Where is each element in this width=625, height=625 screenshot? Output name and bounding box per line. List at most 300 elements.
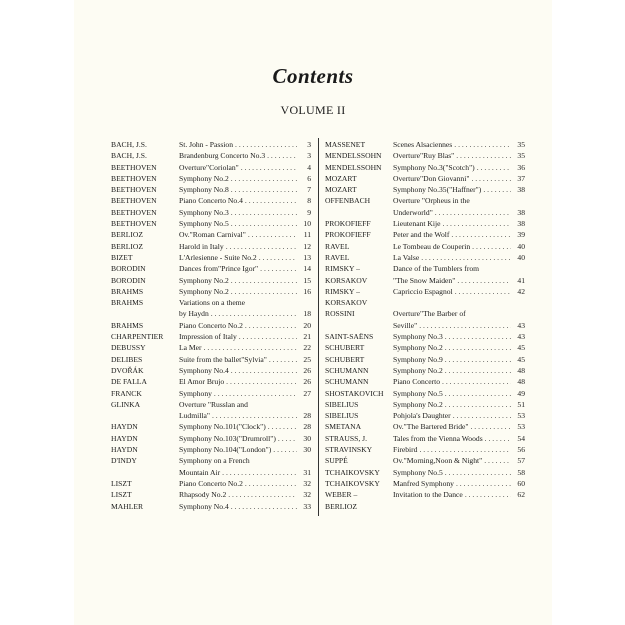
work-title	[393, 489, 525, 512]
dot-leader	[445, 365, 511, 376]
dot-leader	[211, 308, 297, 319]
work-line	[393, 433, 525, 444]
dot-leader	[231, 184, 297, 195]
composer-name	[325, 399, 393, 410]
work-line	[393, 354, 525, 365]
dot-leader	[435, 207, 511, 218]
contents-entry	[111, 342, 311, 353]
contents-entry	[325, 421, 525, 432]
page-number: 45	[517, 354, 525, 364]
work-line	[179, 263, 311, 274]
composer-line: BEETHOVEN	[111, 173, 157, 183]
composer-line: DVOŘÁK	[111, 365, 144, 375]
work-title	[179, 320, 311, 331]
work-text: La Valse	[393, 252, 420, 262]
composer-line: HAYDN	[111, 422, 138, 432]
contents-entry	[111, 286, 311, 297]
work-text: Ov."The Bartered Bride"	[393, 422, 469, 432]
dot-leader	[445, 388, 511, 399]
work-line	[179, 376, 311, 387]
composer-line: D'INDY	[111, 456, 137, 466]
work-text: Tales from the Vienna Woods	[393, 433, 483, 443]
volume-heading: VOLUME II	[280, 103, 346, 117]
work-text: Symphony No.9	[393, 354, 443, 364]
work-text: Scenes Alsaciennes	[393, 140, 453, 149]
composer-line: FRANCK	[111, 388, 142, 398]
contents-entry	[111, 354, 311, 365]
composer-name	[111, 444, 179, 455]
work-text: Brandenburg Concerto No.3	[179, 151, 266, 161]
contents-entry	[111, 263, 311, 274]
composer-line: BERLIOZ	[111, 241, 144, 251]
composer-line: BEETHOVEN	[111, 219, 157, 229]
composer-name	[325, 286, 393, 309]
contents-entry	[111, 421, 311, 432]
composer-line: BORODIN	[111, 264, 146, 274]
composer-line: PROKOFIEFF	[325, 219, 371, 229]
contents-entry	[325, 252, 525, 263]
dot-leader	[245, 320, 297, 331]
contents-entry	[111, 229, 311, 240]
page-number: 58	[517, 467, 525, 477]
composer-line: MASSENET	[325, 140, 366, 149]
page-number: 38	[517, 219, 525, 229]
work-text: Mountain Air	[179, 467, 221, 477]
contents-entry	[325, 467, 525, 478]
work-line	[393, 263, 525, 274]
contents-entry	[325, 150, 525, 161]
page-number: 15	[303, 275, 311, 285]
work-title	[179, 162, 311, 173]
work-title	[179, 297, 311, 320]
work-title	[393, 184, 525, 195]
contents-entry	[325, 388, 525, 399]
work-title	[393, 150, 525, 161]
composer-line: PROKOFIEFF	[325, 230, 371, 240]
composer-line: SCHUMANN	[325, 365, 369, 375]
work-text: Overture "Orpheus in the	[393, 196, 470, 206]
contents-entry	[325, 410, 525, 421]
composer-name	[325, 455, 393, 466]
composer-name	[111, 376, 179, 387]
contents-entry	[111, 173, 311, 184]
contents-entry	[111, 365, 311, 376]
work-title	[393, 433, 525, 444]
composer-name	[325, 331, 393, 342]
work-title	[393, 365, 525, 376]
page-number: 51	[517, 399, 525, 409]
dot-leader	[471, 173, 511, 184]
composer-line: SCHUMANN	[325, 377, 369, 387]
work-title	[179, 173, 311, 184]
page-number: 22	[303, 343, 311, 353]
page-title: Contents	[272, 64, 354, 88]
work-line	[393, 252, 525, 263]
composer-line: BACH, J.S.	[111, 151, 147, 161]
work-line	[393, 444, 525, 455]
dot-leader	[245, 195, 297, 206]
dot-leader	[268, 421, 297, 432]
contents-entry	[111, 433, 311, 444]
dot-leader	[445, 467, 511, 478]
work-line	[393, 376, 525, 387]
work-title	[179, 331, 311, 342]
work-text: Symphony No.3	[179, 207, 229, 217]
dot-leader	[455, 286, 511, 297]
page-number: 6	[307, 173, 311, 183]
work-text: Symphony No.5	[393, 467, 443, 477]
dot-leader	[231, 173, 297, 184]
dot-leader	[465, 489, 511, 500]
contents-entry	[325, 308, 525, 331]
dot-leader	[445, 399, 511, 410]
composer-name	[325, 388, 393, 399]
work-title	[179, 376, 311, 387]
work-line	[393, 218, 525, 229]
work-line	[393, 399, 525, 410]
page-number: 40	[517, 241, 525, 251]
page-number: 21	[303, 332, 311, 342]
contents-entry	[325, 218, 525, 229]
work-title	[179, 354, 311, 365]
work-line	[393, 421, 525, 432]
page-number: 57	[517, 456, 525, 466]
composer-line: RAVEL	[325, 252, 350, 262]
work-text: Symphony No.2	[393, 343, 443, 353]
contents-entry	[325, 184, 525, 195]
dot-leader	[419, 320, 511, 331]
work-title	[179, 207, 311, 218]
work-title	[179, 501, 311, 512]
composer-line: MENDELSSOHN	[325, 162, 382, 172]
contents-entry	[111, 478, 311, 489]
dot-leader	[471, 421, 512, 432]
composer-name	[111, 388, 179, 399]
page-number: 32	[303, 478, 311, 488]
work-text: Symphony No.3("Scotch")	[393, 162, 475, 172]
composer-name	[325, 489, 393, 512]
dot-leader	[456, 478, 511, 489]
dot-leader	[214, 388, 297, 399]
work-line	[179, 241, 311, 252]
work-title	[393, 467, 525, 478]
page-number: 49	[517, 388, 525, 398]
composer-name	[111, 478, 179, 489]
work-text: Piano Concerto	[393, 377, 441, 387]
work-text: Piano Concerto No.2	[179, 320, 243, 330]
work-title	[393, 218, 525, 229]
composer-name	[111, 320, 179, 331]
contents-entry	[111, 399, 311, 422]
contents-entry	[325, 263, 525, 286]
dot-leader	[456, 150, 511, 161]
composer-line: BORODIN	[111, 275, 146, 285]
composer-name	[111, 207, 179, 218]
work-text: Symphony No.2	[179, 286, 229, 296]
dot-leader	[239, 331, 297, 342]
page-number: 9	[307, 207, 311, 217]
work-title	[393, 478, 525, 489]
composer-name	[111, 331, 179, 342]
contents-entry	[111, 376, 311, 387]
composer-name	[111, 297, 179, 320]
work-text: Overture"Ruy Blas"	[393, 151, 455, 161]
work-title	[179, 229, 311, 240]
work-line	[393, 388, 525, 399]
contents-entry	[111, 252, 311, 263]
work-text: Symphony No.2	[179, 275, 229, 285]
work-title	[393, 252, 525, 263]
work-line	[179, 139, 311, 150]
dot-leader	[278, 433, 297, 444]
work-line	[179, 207, 311, 218]
dot-leader	[228, 489, 297, 500]
contents-entry	[111, 241, 311, 252]
composer-name	[325, 308, 393, 331]
dot-leader	[273, 444, 297, 455]
composer-name	[111, 173, 179, 184]
dot-leader	[419, 444, 511, 455]
work-title	[393, 421, 525, 432]
composer-name	[111, 421, 179, 432]
work-line	[179, 489, 311, 500]
work-text: Symphony No.2	[393, 399, 443, 409]
work-title	[179, 433, 311, 444]
dot-leader	[445, 354, 511, 365]
work-title	[179, 275, 311, 286]
work-title	[179, 478, 311, 489]
work-line	[179, 275, 311, 286]
work-line	[179, 252, 311, 263]
page-number: 3	[307, 140, 311, 149]
page-number: 26	[303, 365, 311, 375]
work-text: Impression of Italy	[179, 332, 237, 342]
composer-line: BIZET	[111, 252, 133, 262]
composer-name	[111, 241, 179, 252]
composer-name	[111, 263, 179, 274]
contents-entry	[111, 275, 311, 286]
composer-name	[325, 478, 393, 489]
work-title	[179, 263, 311, 274]
work-text: Ov."Roman Carnival"	[179, 230, 246, 240]
work-text: Symphony No.5	[179, 219, 229, 229]
page-number: 56	[517, 445, 525, 455]
composer-name	[111, 501, 179, 512]
work-line	[179, 467, 311, 478]
composer-name	[325, 342, 393, 353]
work-title	[393, 263, 525, 286]
work-title	[179, 444, 311, 455]
dot-leader	[477, 162, 511, 173]
work-text: Symphony No.104("London")	[179, 445, 272, 455]
work-title	[179, 342, 311, 353]
dot-leader	[442, 376, 511, 387]
column-divider	[318, 138, 319, 516]
work-text: Symphony No.3	[393, 332, 443, 342]
composer-name	[325, 365, 393, 376]
composer-line: SCHUBERT	[325, 354, 365, 364]
composer-name	[325, 218, 393, 229]
dot-leader	[451, 229, 511, 240]
composer-line: DEBUSSY	[111, 343, 146, 353]
dot-leader	[454, 139, 511, 150]
contents-entry	[325, 365, 525, 376]
work-text: Ludmilla"	[179, 411, 210, 421]
contents-entry	[111, 331, 311, 342]
work-line	[393, 162, 525, 173]
dot-leader	[260, 263, 297, 274]
work-title	[393, 195, 525, 218]
contents-entry	[325, 229, 525, 240]
work-title	[179, 455, 311, 478]
dot-leader	[472, 241, 511, 252]
composer-line: MAHLER	[111, 501, 144, 511]
page-number: 18	[303, 309, 311, 319]
composer-line: BEETHOVEN	[111, 162, 157, 172]
work-line	[179, 354, 311, 365]
page-number: 16	[303, 286, 311, 296]
page-number: 33	[303, 501, 311, 511]
composer-line: LISZT	[111, 478, 132, 488]
page-number: 27	[303, 388, 311, 398]
dot-leader	[485, 433, 511, 444]
page-number: 42	[517, 286, 525, 296]
work-title	[393, 455, 525, 466]
composer-name	[111, 184, 179, 195]
composer-name	[111, 162, 179, 173]
composer-line: TCHAIKOVSKY	[325, 467, 380, 477]
composer-line: SUPPÉ	[325, 456, 348, 466]
work-text: Pohjola's Daughter	[393, 411, 451, 421]
composer-name	[111, 399, 179, 422]
contents-entry	[325, 195, 525, 218]
composer-line: GLINKA	[111, 399, 141, 409]
page-number: 35	[517, 151, 525, 161]
page-number: 8	[307, 196, 311, 206]
work-text: Manfred Symphony	[393, 478, 454, 488]
contents-entry	[325, 376, 525, 387]
work-title	[393, 399, 525, 410]
composer-line: MOZART	[325, 185, 357, 195]
work-line	[393, 150, 525, 161]
work-text: Rhapsody No.2	[179, 490, 227, 500]
composer-line: CHARPENTIER	[111, 332, 164, 342]
page-number: 43	[517, 332, 525, 342]
composer-line: SHOSTAKOVICH	[325, 388, 384, 398]
composer-line: HAYDN	[111, 445, 138, 455]
composer-name	[325, 195, 393, 218]
dot-leader	[235, 139, 297, 150]
work-title	[179, 421, 311, 432]
composer-name	[325, 139, 393, 150]
dot-leader	[226, 376, 297, 387]
dot-leader	[259, 252, 297, 263]
page-number: 60	[517, 478, 525, 488]
work-text: Lieutenant Kije	[393, 219, 441, 229]
work-text: Dance of the Tumblers from	[393, 264, 480, 274]
contents-entry	[111, 455, 311, 478]
work-line	[393, 308, 525, 319]
page-number: 25	[303, 354, 311, 364]
work-text: Symphony No.5	[393, 388, 443, 398]
work-line	[179, 444, 311, 455]
dot-leader	[231, 501, 297, 512]
page-number: 28	[303, 411, 311, 421]
work-text: Symphony No.103("Drumroll")	[179, 433, 276, 443]
work-line	[179, 218, 311, 229]
contents-entry	[111, 162, 311, 173]
composer-line: BEETHOVEN	[111, 196, 157, 206]
page-number: 13	[303, 252, 311, 262]
composer-line: BEETHOVEN	[111, 185, 157, 195]
composer-name	[325, 184, 393, 195]
composer-name	[111, 252, 179, 263]
dot-leader	[231, 275, 297, 286]
composer-line: RIMSKY –	[325, 286, 360, 296]
composer-name	[111, 286, 179, 297]
composer-line: DELIBES	[111, 354, 143, 364]
work-text: Symphony No.2	[393, 365, 443, 375]
dot-leader	[226, 241, 297, 252]
composer-name	[325, 263, 393, 286]
dot-leader	[248, 229, 297, 240]
work-line	[179, 195, 311, 206]
work-title	[393, 286, 525, 309]
work-text: Symphony No.101("Clock")	[179, 422, 266, 432]
work-text: Symphony on a French	[179, 456, 250, 466]
contents-entry	[111, 501, 311, 512]
dot-leader	[484, 455, 511, 466]
composer-name	[325, 150, 393, 161]
work-title	[393, 410, 525, 421]
dot-leader	[231, 218, 297, 229]
work-title	[393, 388, 525, 399]
work-text: Symphony No.8	[179, 185, 229, 195]
work-line	[393, 410, 525, 421]
dot-leader	[483, 184, 511, 195]
work-line	[393, 229, 525, 240]
work-line	[393, 275, 525, 286]
work-text: by Haydn	[179, 309, 209, 319]
page-number: 26	[303, 377, 311, 387]
work-text: Symphony No.4	[179, 365, 229, 375]
work-line	[179, 433, 311, 444]
composer-line: LISZT	[111, 490, 132, 500]
dot-leader	[231, 207, 297, 218]
composer-name	[111, 139, 179, 150]
work-line	[179, 421, 311, 432]
contents-entry	[111, 150, 311, 161]
composer-line: SCHUBERT	[325, 343, 365, 353]
work-line	[179, 478, 311, 489]
composer-name	[325, 421, 393, 432]
dot-leader	[231, 365, 297, 376]
contents-column-right	[325, 139, 525, 512]
page-number: 38	[517, 207, 525, 217]
contents-entry	[325, 478, 525, 489]
page-number: 3	[307, 151, 311, 161]
work-text: El Amor Brujo	[179, 377, 225, 387]
dot-leader	[457, 275, 511, 286]
composer-name	[325, 433, 393, 444]
work-text: Piano Concerto No.4	[179, 196, 243, 206]
work-line	[179, 455, 311, 466]
work-text: La Mer	[179, 343, 202, 353]
work-text: Capriccio Espagnol	[393, 286, 453, 296]
work-title	[179, 399, 311, 422]
contents-entry	[325, 162, 525, 173]
work-line	[393, 467, 525, 478]
